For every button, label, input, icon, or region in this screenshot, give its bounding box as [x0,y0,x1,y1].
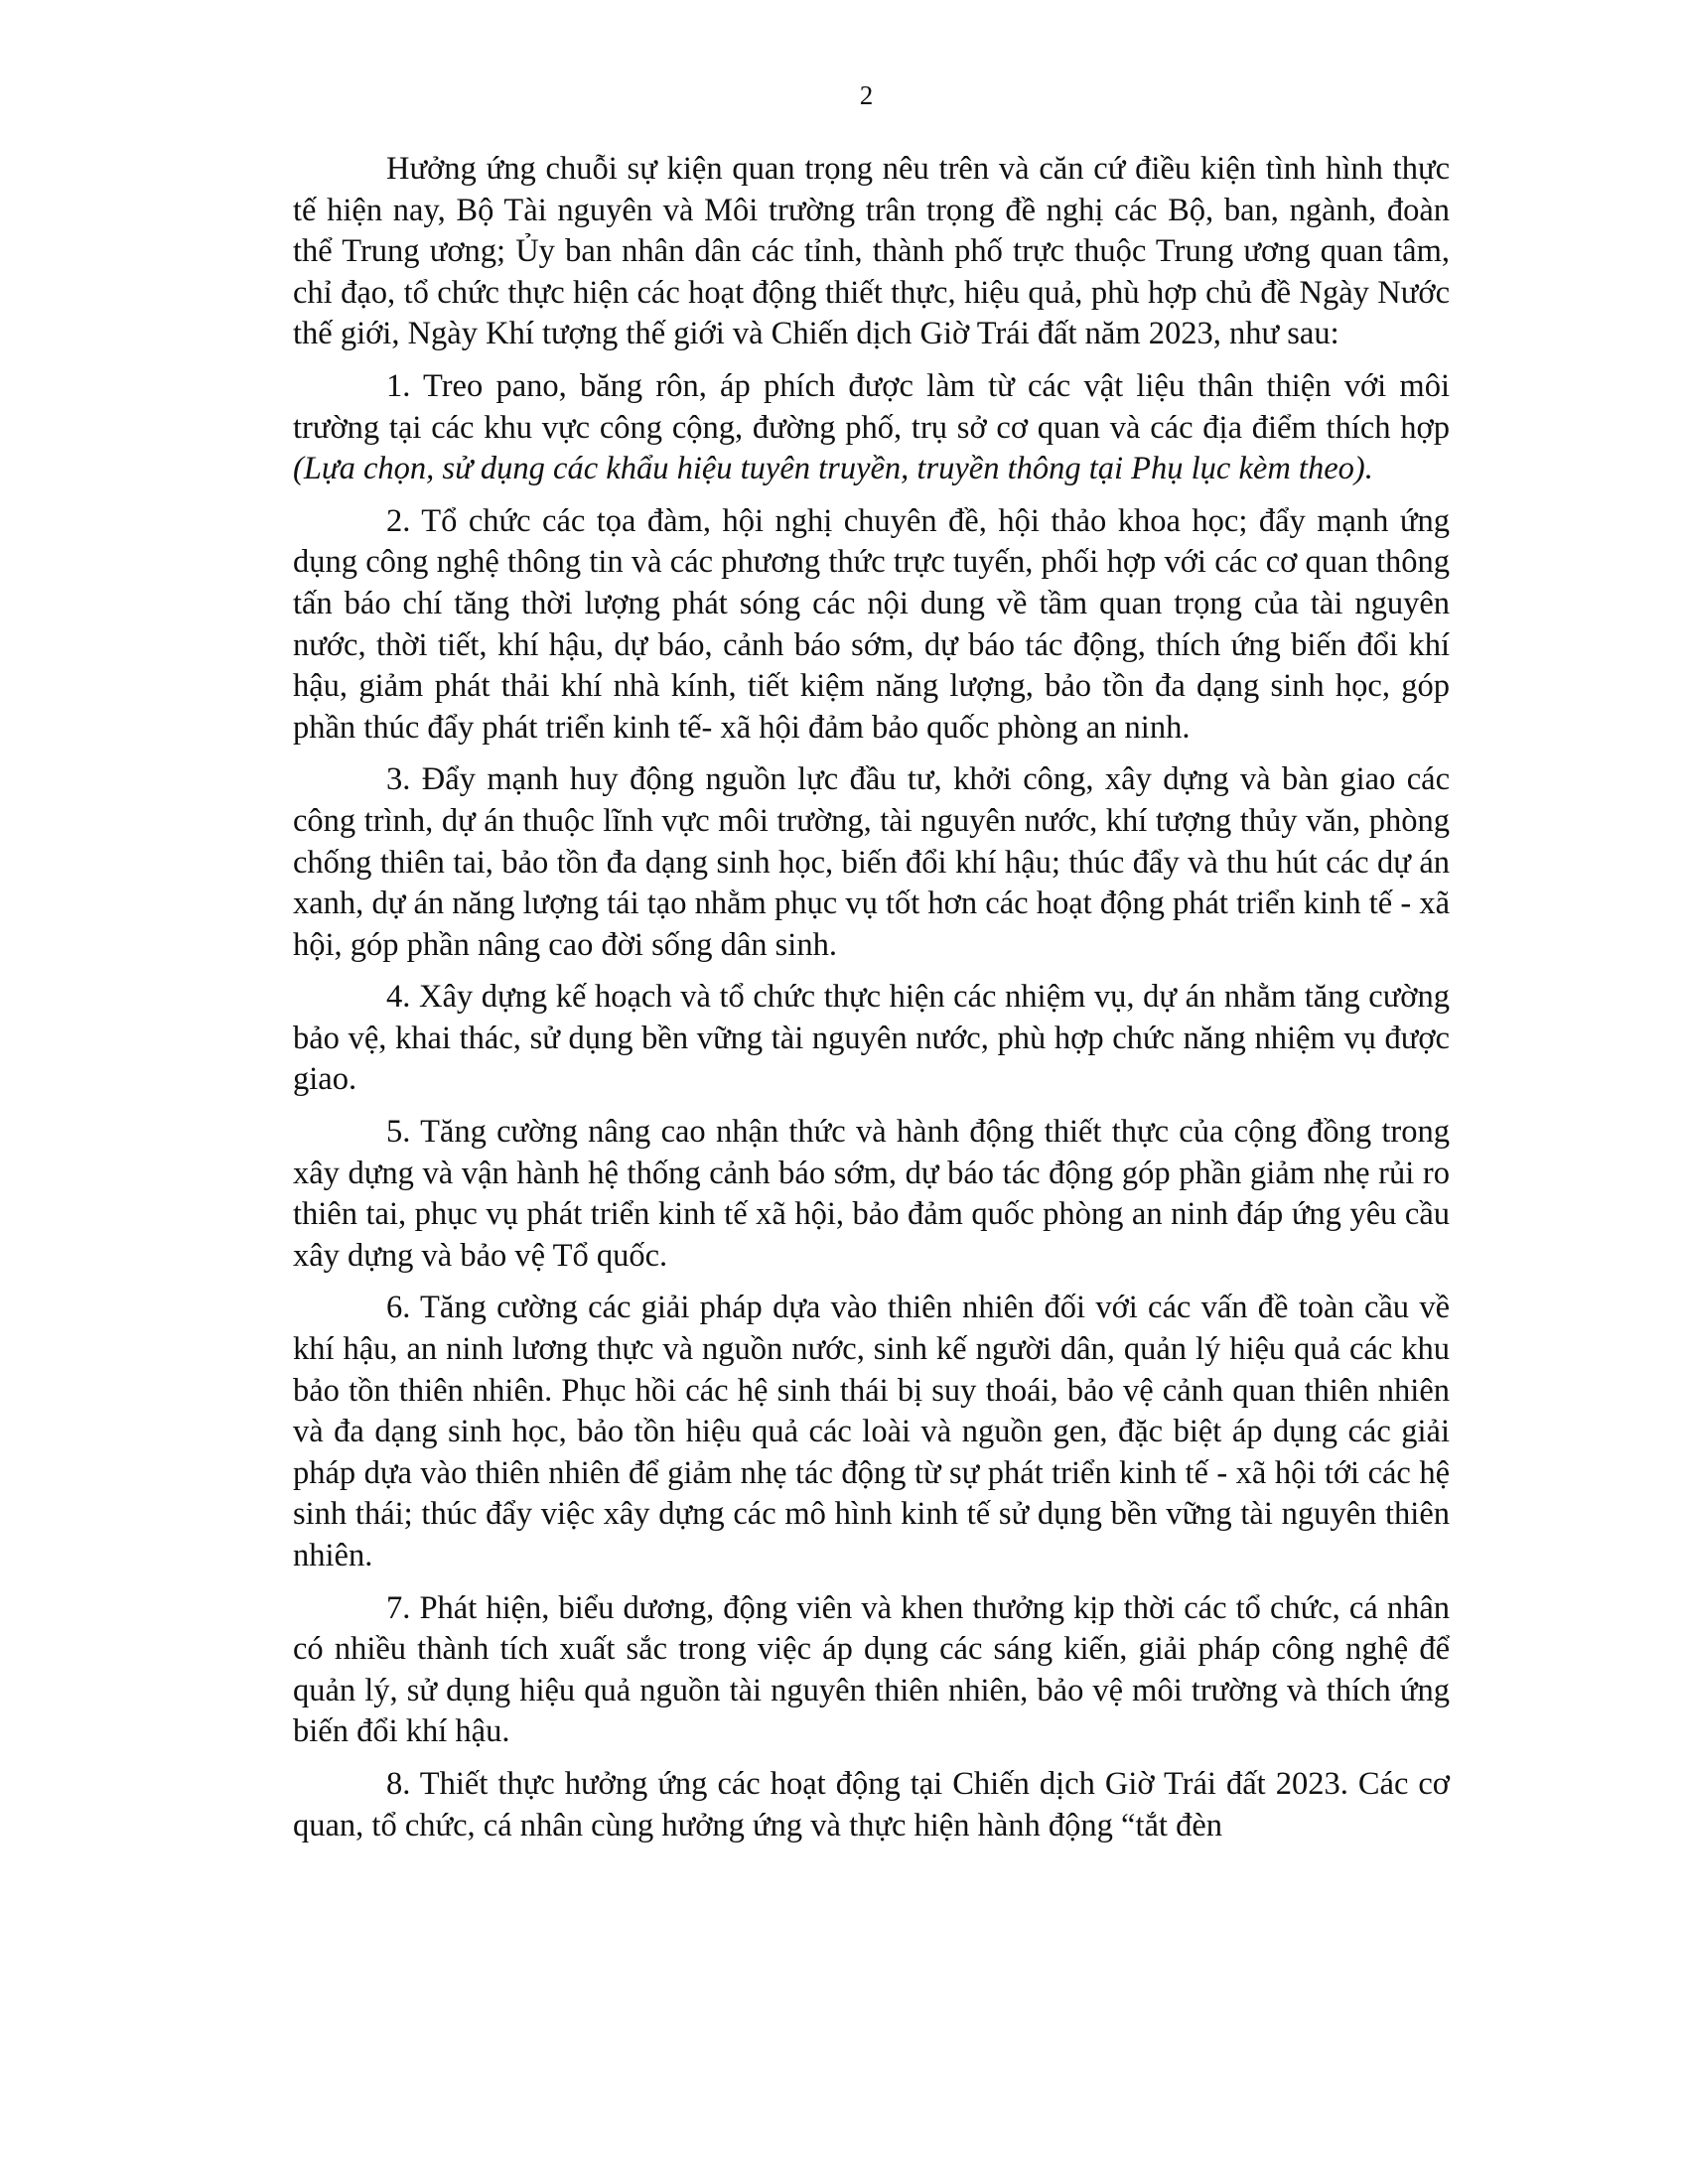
paragraph-item-5: 5. Tăng cường nâng cao nhận thức và hành động thiết thực của cộng đồng trong xây dựng và vận hành hệ thống cảnh báo sớm, dự báo tác động góp phần giảm nhẹ rủi ro thiên tai, phục vụ phát triển kinh tế xã hội, bảo đảm quốc phòng an ninh đáp ứng yêu cầu xây dựng và bảo vệ Tổ quốc. [293,1114,1450,1274]
page-number: 2 [859,80,874,110]
paragraph-item-7: 7. Phát hiện, biểu dương, động viên và khen thưởng kịp thời các tổ chức, cá nhân có nhiều thành tích xuất sắc trong việc áp dụng các sáng kiến, giải pháp công nghệ để quản lý, sử dụng hiệu quả nguồn tài nguyên thiên nhiên, bảo vệ môi trường và thích ứng biến đổi khí hậu. [293,1589,1450,1750]
paragraph-item-8: 8. Thiết thực hưởng ứng các hoạt động tại Chiến dịch Giờ Trái đất 2023. Các cơ quan, tổ chức, cá nhân cùng hưởng ứng và thực hiện hành động “tắt đèn [293,1765,1450,1843]
paragraph-item-1-italic-note: (Lựa chọn, sử dụng các khẩu hiệu tuyên truyền, truyền thông tại Phụ lục kèm theo). [293,451,1373,487]
document-body [293,149,1450,1857]
paragraph-item-3: 3. Đẩy mạnh huy động nguồn lực đầu tư, khởi công, xây dựng và bàn giao các công trình, dự án thuộc lĩnh vực môi trường, tài nguyên nước, khí tượng thủy văn, phòng chống thiên tai, bảo tồn đa dạng sinh học, biến đổi khí hậu; thúc đẩy và thu hút các dự án xanh, dự án năng lượng tái tạo nhằm phục vụ tốt hơn các hoạt động phát triển kinh tế - xã hội, góp phần nâng cao đời sống dân sinh. [293,761,1450,963]
paragraph-item-6: 6. Tăng cường các giải pháp dựa vào thiên nhiên đối với các vấn đề toàn cầu về khí hậu, an ninh lương thực và nguồn nước, sinh kế người dân, quản lý hiệu quả các khu bảo tồn thiên nhiên. Phục hồi các hệ sinh thái bị suy thoái, bảo vệ cảnh quan thiên nhiên và đa dạng sinh học, bảo tồn hiệu quả các loài và nguồn gen, đặc biệt áp dụng các giải pháp dựa vào thiên nhiên để giảm nhẹ tác động từ sự phát triển kinh tế - xã hội tới các hệ sinh thái; thúc đẩy việc xây dựng các mô hình kinh tế sử dụng bền vững tài nguyên thiên nhiên. [293,1290,1450,1573]
paragraph-intro: Hưởng ứng chuỗi sự kiện quan trọng nêu trên và căn cứ điều kiện tình hình thực tế hiện nay, Bộ Tài nguyên và Môi trường trân trọng đề nghị các Bộ, ban, ngành, đoàn thể Trung ương; Ủy ban nhân dân các tỉnh, thành phố trực thuộc Trung ương quan tâm, chỉ đạo, tổ chức thực hiện các hoạt động thiết thực, hiệu quả, phù hợp chủ đề Ngày Nước thế giới, Ngày Khí tượng thế giới và Chiến dịch Giờ Trái đất năm 2023, như sau: [293,151,1450,352]
paragraph-item-2: 2. Tổ chức các tọa đàm, hội nghị chuyên đề, hội thảo khoa học; đẩy mạnh ứng dụng công nghệ thông tin và các phương thức trực tuyến, phối hợp với các cơ quan thông tấn báo chí tăng thời lượng phát sóng các nội dung về tầm quan trọng của tài nguyên nước, thời tiết, khí hậu, dự báo, cảnh báo sớm, dự báo tác động, thích ứng biến đổi khí hậu, giảm phát thải khí nhà kính, tiết kiệm năng lượng, bảo tồn đa dạng sinh học, góp phần thúc đẩy phát triển kinh tế- xã hội đảm bảo quốc phòng an ninh. [293,502,1450,746]
paragraph-item-1 [293,366,1450,490]
paragraph-item-4: 4. Xây dựng kế hoạch và tổ chức thực hiện các nhiệm vụ, dự án nhằm tăng cường bảo vệ, khai thác, sử dụng bền vững tài nguyên nước, phù hợp chức năng nhiệm vụ được giao. [293,979,1450,1098]
paragraph-item-1-text: 1. Treo pano, băng rôn, áp phích được làm từ các vật liệu thân thiện với môi trường tại các khu vực công cộng, đường phố, trụ sở cơ quan và các địa điểm thích hợp [293,367,1450,446]
